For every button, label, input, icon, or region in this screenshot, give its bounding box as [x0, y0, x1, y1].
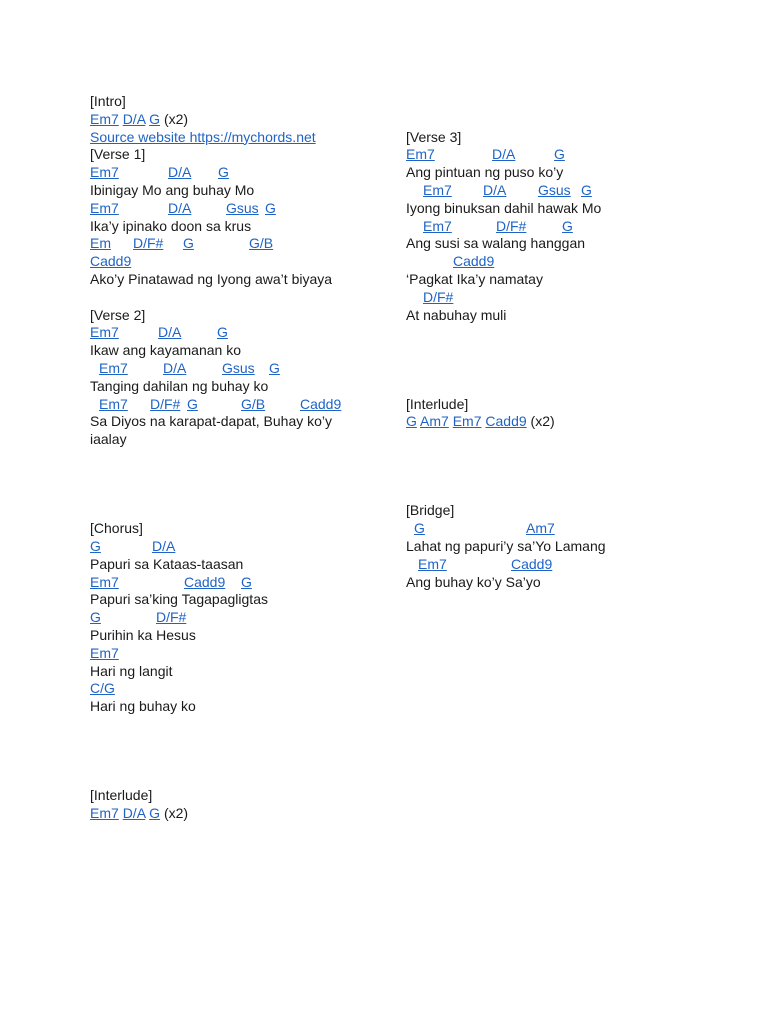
chord[interactable]: G	[562, 217, 573, 234]
lyric-line: Sa Diyos na karapat-dapat, Buhay ko’y iaalay	[90, 413, 333, 448]
lyric-line: Hari ng langit	[90, 662, 173, 679]
chord[interactable]: Gsus	[226, 199, 259, 216]
lyric-line: Ang buhay ko’y Sa’yo	[406, 573, 541, 590]
chord[interactable]: Cadd9	[511, 555, 553, 572]
chord[interactable]: Em7	[90, 110, 119, 127]
lyric-line: ‘Pagkat Ika’y namatay	[406, 270, 543, 287]
chord-line	[90, 680, 390, 698]
chord-line	[406, 556, 746, 574]
lyric-line: Tanging dahilan ng buhay ko	[90, 377, 269, 394]
chord[interactable]: Em	[90, 235, 111, 252]
lyric-line: Ang susi sa walang hanggan	[406, 235, 586, 252]
chord[interactable]: D/A	[122, 804, 146, 821]
chord[interactable]: D/A	[152, 537, 176, 554]
chord[interactable]: G	[414, 520, 425, 537]
section-label-chorus: [Chorus]	[90, 520, 143, 537]
chord[interactable]: D/A	[163, 359, 187, 376]
chord[interactable]: C/G	[90, 680, 115, 697]
section-label-verse2: [Verse 2]	[90, 306, 146, 323]
chord[interactable]: D/A	[492, 146, 516, 163]
lyric-line: At nabuhay muli	[406, 306, 507, 323]
chord-line	[90, 609, 390, 627]
section-label-interlude: [Interlude]	[90, 787, 153, 804]
chord[interactable]: Em7	[90, 573, 119, 590]
chord[interactable]: Am7	[526, 520, 555, 537]
chord-line	[406, 289, 746, 307]
chord[interactable]: D/F#	[496, 217, 527, 234]
chord[interactable]: D/F#	[133, 235, 164, 252]
chord[interactable]: D/A	[483, 181, 507, 198]
section-label-bridge: [Bridge]	[406, 502, 455, 519]
chord-line	[90, 360, 390, 378]
chord-line	[90, 538, 390, 556]
chord[interactable]: G	[149, 804, 161, 821]
chord[interactable]: G	[183, 235, 194, 252]
chord[interactable]: Em7	[418, 555, 447, 572]
chord-line	[406, 182, 746, 200]
chord[interactable]: Em7	[406, 146, 435, 163]
chord[interactable]: G	[241, 573, 252, 590]
lyric-line: Iyong binuksan dahil hawak Mo	[406, 199, 602, 216]
lyric-line: Ika’y ipinako doon sa krus	[90, 217, 252, 234]
chord[interactable]: G/B	[249, 235, 274, 252]
chord[interactable]: G	[406, 413, 417, 430]
chord-line	[90, 574, 390, 592]
chord[interactable]: Em7	[90, 199, 119, 216]
chord-line	[90, 235, 390, 253]
chord[interactable]: Em7	[99, 395, 128, 412]
chord[interactable]: G	[269, 359, 280, 376]
chord[interactable]: Cadd9	[485, 413, 527, 430]
lyric-line: Ikaw ang kayamanan ko	[90, 342, 241, 359]
source-link-line	[90, 129, 390, 147]
chord[interactable]: G	[187, 395, 198, 412]
chord[interactable]: Cadd9	[453, 253, 495, 270]
source-link[interactable]: Source website https://mychords.net	[90, 128, 316, 145]
chord[interactable]: D/A	[168, 164, 192, 181]
chord[interactable]: G	[90, 537, 101, 554]
chord-line	[406, 520, 746, 538]
chord[interactable]: Cadd9	[90, 253, 132, 270]
lyric-line: Papuri sa’king Tagapagligtas	[90, 591, 268, 608]
chord-line	[406, 253, 746, 271]
repeat-marker: (x2)	[530, 413, 555, 430]
chord[interactable]: G	[218, 164, 229, 181]
lyric-line: Hari ng buhay ko	[90, 698, 196, 715]
interlude-chord-line	[406, 413, 746, 431]
chord[interactable]: Em7	[423, 217, 452, 234]
section-label-verse3: [Verse 3]	[406, 128, 462, 145]
lyric-line: Ibinigay Mo ang buhay Mo	[90, 181, 255, 198]
chord[interactable]: D/A	[158, 324, 182, 341]
section-label-intro: [Intro]	[90, 93, 126, 109]
chord[interactable]: Gsus	[538, 181, 571, 198]
lyric-line: Purihin ka Hesus	[90, 626, 196, 643]
right-column	[406, 129, 746, 592]
lyric-line: Lahat ng papuri’y sa’Yo Lamang	[406, 537, 606, 554]
chord[interactable]: Em7	[90, 644, 119, 661]
intro-chord-line	[90, 111, 390, 129]
chord-line	[406, 218, 746, 236]
chord[interactable]: Em7	[90, 324, 119, 341]
chord[interactable]: Em7	[423, 181, 452, 198]
chord[interactable]: Em7	[90, 164, 119, 181]
chord-line	[406, 146, 746, 164]
chord[interactable]: Em7	[452, 413, 482, 430]
chord[interactable]: D/F#	[423, 288, 454, 305]
chord[interactable]: D/F#	[156, 609, 187, 626]
chord[interactable]: D/F#	[150, 395, 181, 412]
lyric-line: Papuri sa Kataas-taasan	[90, 555, 244, 572]
chord-line	[90, 324, 390, 342]
chord[interactable]: D/A	[122, 110, 146, 127]
chord[interactable]: G	[217, 324, 228, 341]
lyric-line: Ako’y Pinatawad ng Iyong awa’t biyaya	[90, 270, 333, 287]
chord[interactable]: Am7	[420, 413, 449, 430]
chord-line	[90, 396, 390, 414]
chord-line	[90, 164, 390, 182]
chord-line	[90, 253, 390, 271]
chord[interactable]: Gsus	[222, 359, 255, 376]
chord-line	[90, 200, 390, 218]
chord[interactable]: Cadd9	[184, 573, 226, 590]
chord[interactable]: G	[149, 110, 161, 127]
chord[interactable]: G	[265, 199, 276, 216]
lyric-line: Ang pintuan ng puso ko’y	[406, 164, 564, 181]
chord[interactable]: G	[554, 146, 565, 163]
section-label-interlude: [Interlude]	[406, 395, 469, 412]
section-label-verse1: [Verse 1]	[90, 146, 146, 163]
chord[interactable]: G	[581, 181, 592, 198]
repeat-marker: (x2)	[163, 804, 189, 821]
chord[interactable]: Cadd9	[300, 395, 342, 412]
left-column	[90, 93, 390, 823]
chord[interactable]: G/B	[241, 395, 266, 412]
chord[interactable]: Em7	[90, 804, 119, 821]
repeat-marker: (x2)	[163, 110, 189, 127]
chord-line	[90, 645, 390, 663]
interlude-chord-line	[90, 805, 390, 823]
chord[interactable]: Em7	[99, 359, 128, 376]
chord[interactable]: G	[90, 609, 101, 626]
chord[interactable]: D/A	[168, 199, 192, 216]
